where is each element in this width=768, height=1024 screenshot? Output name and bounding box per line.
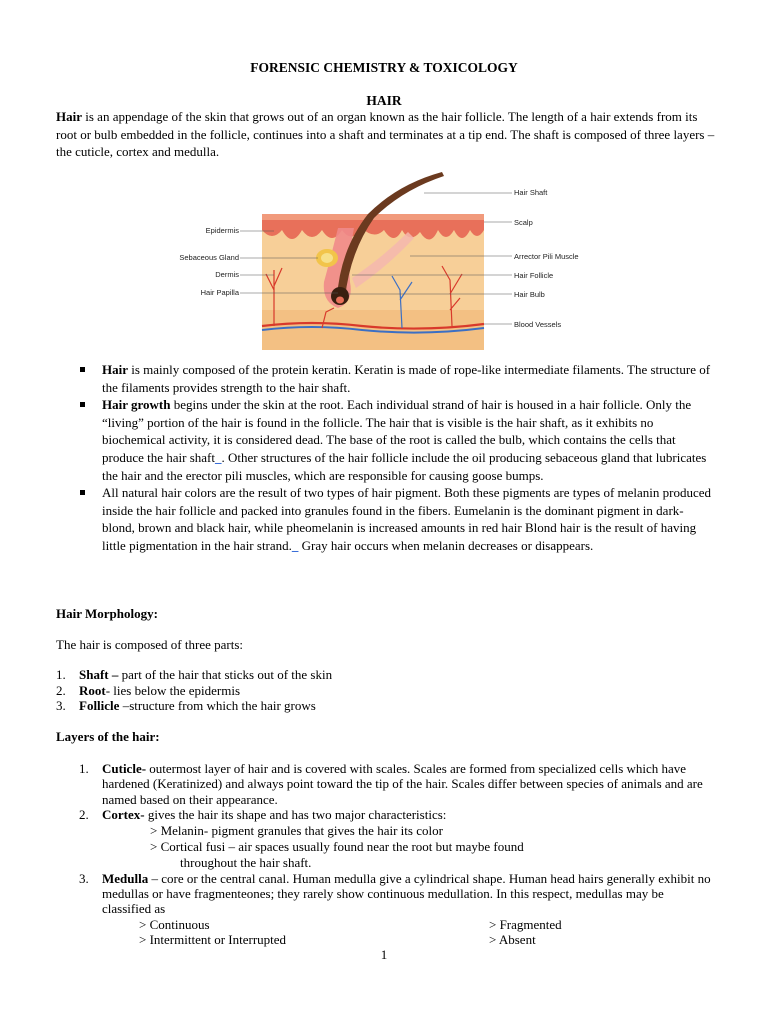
label-arrector-pili: Arrector Pili Muscle — [514, 252, 579, 261]
bullet-square-icon — [80, 490, 85, 495]
morphology-heading: Hair Morphology: — [56, 606, 158, 621]
label-blood-vessels: Blood Vessels — [514, 320, 562, 329]
list-item: 1. Shaft – part of the hair that sticks out of the skin — [56, 667, 333, 682]
intro-text: is an appendage of the skin that grows out of an organ known as the hair follicle. The length of a hair extends from its root or bulb embedded in the follicle, continues into a shaft and terminates at a tip end. The shaft is composed of three layers – the cuticle, cortex and medulla. — [56, 109, 715, 159]
list-item: 3. Follicle –structure from which the hair grows — [56, 698, 316, 714]
medulla-class: > Continuous — [139, 916, 210, 932]
medulla-class-row — [56, 932, 716, 947]
medulla-class: > Intermittent or Interrupted — [139, 932, 287, 948]
section-title: HAIR — [366, 93, 402, 108]
list-item: 1. Cuticle- outermost layer of hair and is covered with scales. Scales are formed from specialized cells which have hardened (Keratinized) and always point toward the tip of the hair. Scales differ between species of animals and are named based on their appearance. — [79, 761, 703, 807]
medulla-class-row — [56, 917, 716, 932]
list-item: 2. Cortex- gives the hair its shape and has two major characteristics: — [79, 807, 447, 823]
intro-term: Hair — [56, 109, 82, 124]
medulla-class: > Fragmented — [489, 916, 562, 932]
hair-anatomy-diagram — [162, 170, 602, 352]
hair-facts-list — [56, 361, 716, 555]
label-dermis: Dermis — [215, 270, 239, 279]
cortex-sub-item: > Cortical fusi – air spaces usually found near the root but maybe found — [150, 838, 524, 854]
bullet-square-icon — [80, 402, 85, 407]
page-number: 1 — [380, 947, 388, 962]
intro-paragraph — [56, 108, 716, 161]
list-item: Hair is mainly composed of the protein keratin. Keratin is made of rope-like intermediate filaments. The structure of the filaments provides strength to the hair shaft. — [56, 361, 716, 396]
cortex-sub-item-continued: throughout the hair shaft. — [180, 854, 312, 870]
hair-layers-list — [56, 761, 716, 948]
list-item: 2. Root- lies below the epidermis — [56, 682, 241, 698]
label-hair-shaft: Hair Shaft — [514, 188, 548, 197]
label-hair-follicle: Hair Follicle — [514, 271, 554, 280]
document-title: FORENSIC CHEMISTRY & TOXICOLOGY — [250, 60, 518, 75]
medulla-class: > Absent — [489, 932, 536, 948]
hair-anatomy-figure — [162, 170, 602, 352]
hair-papilla — [336, 297, 344, 304]
list-item: 3. Medulla – core or the central canal. Human medulla give a cylindrical shape. Human head hairs generally exhibit no medullas or have fragmenteones; they rarely show continuous medullation. In this respect, medullas may be classified as — [79, 870, 711, 917]
label-hair-bulb: Hair Bulb — [514, 290, 545, 299]
footnote-blank: _ — [214, 449, 222, 465]
bullet-square-icon — [80, 367, 85, 372]
label-hair-papilla: Hair Papilla — [200, 288, 239, 297]
morphology-intro: The hair is composed of three parts: — [56, 637, 243, 652]
label-sebaceous-gland: Sebaceous Gland — [179, 253, 239, 262]
cortex-sub-item: > Melanin- pigment granules that gives the hair its color — [150, 822, 443, 838]
label-epidermis: Epidermis — [205, 226, 239, 235]
hair-parts-list — [56, 667, 332, 714]
list-item: All natural hair colors are the result of two types of hair pigment. Both these pigments are types of melanin produced inside the hair follicle and packed into granules found in the fibers. Eumelanin is the dominant pigment in dark-blond, brown and black hair, while pheomelanin is increased amounts in red hair Blond hair is the result of having little pigmentation in the hair strand._ Gray hair occurs when melanin decreases or disappears. — [56, 484, 716, 554]
list-item: Hair growth begins under the skin at the root. Each individual strand of hair is housed in a hair follicle. Only the “living” portion of the hair is found in the follicle. The hair that is visible is the hair shaft, as it exhibits no biochemical activity, it is considered dead. The base of the root is called the bulb, which contains the cells that produce the hair shaft_. Other structures of the hair follicle include the oil producing sebaceous gland that lubricates the hair and the erector pili muscles, which are responsible for causing goose bumps. — [56, 396, 716, 484]
footnote-blank: _ — [291, 537, 299, 553]
label-scalp: Scalp — [514, 218, 533, 227]
layers-heading: Layers of the hair: — [56, 729, 160, 744]
